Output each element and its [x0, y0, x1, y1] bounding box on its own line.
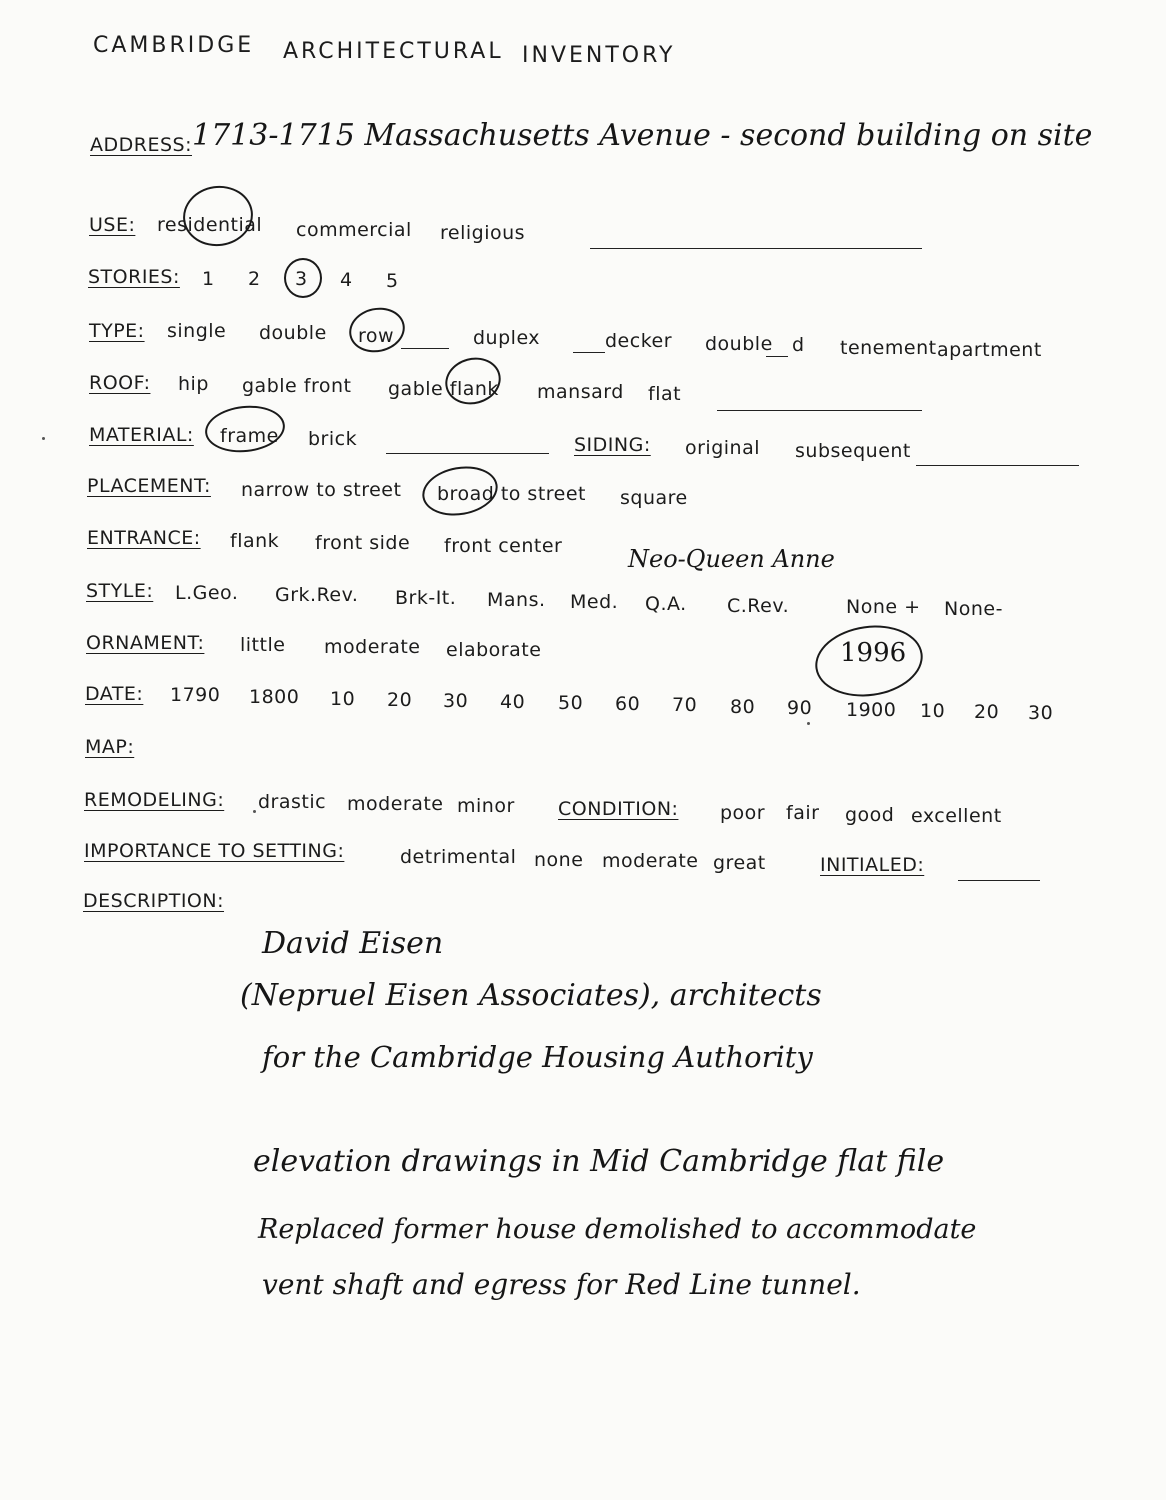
material-option-frame: frame	[220, 425, 279, 447]
description-line-5: Replaced former house demolished to accommodate	[258, 1214, 977, 1245]
stories-label: STORIES:	[88, 266, 180, 288]
description-line-4: elevation drawings in Mid Cambridge flat file	[253, 1144, 945, 1179]
scan-speck	[807, 722, 810, 725]
description-line-1: David Eisen	[262, 926, 444, 961]
type-decker-blank	[573, 352, 605, 353]
type-option-d: d	[792, 334, 805, 356]
stories-option-3: 3	[295, 268, 308, 290]
remodeling-label: REMODELING:	[84, 789, 225, 811]
remodeling-option-drastic: drastic	[258, 791, 327, 813]
roof-option-mansard: mansard	[537, 381, 624, 403]
stories-option-5: 5	[386, 270, 399, 292]
date-option-20: 20	[387, 689, 413, 711]
type-option-decker: decker	[605, 330, 673, 352]
type-double-blank	[766, 356, 788, 357]
scan-speck	[253, 810, 256, 813]
initialed-blank-line	[958, 880, 1040, 881]
initialed-label: INITIALED:	[820, 854, 925, 876]
stories-option-1: 1	[202, 268, 215, 290]
condition-option-poor: poor	[720, 802, 766, 824]
type-option-tenement: tenement	[840, 337, 937, 359]
date-option-30: 30	[443, 690, 469, 712]
date-option-50: 50	[558, 692, 584, 714]
condition-option-fair: fair	[786, 802, 820, 824]
form-title-word-1: CAMBRIDGE	[93, 33, 255, 58]
ornament-label: ORNAMENT:	[86, 632, 205, 654]
type-option-double: double	[259, 322, 327, 344]
stories-option-4: 4	[340, 269, 353, 291]
ornament-option-elaborate: elaborate	[446, 639, 542, 661]
style-option-brkit: Brk-It.	[395, 587, 457, 609]
remodeling-option-moderate: moderate	[347, 793, 444, 815]
importance-option-detrimental: detrimental	[400, 846, 517, 868]
description-label: DESCRIPTION:	[83, 890, 225, 912]
residential-circle-mark	[179, 181, 257, 250]
address-label: ADDRESS:	[90, 134, 192, 156]
style-option-med: Med.	[570, 591, 619, 613]
address-value: 1713-1715 Massachusetts Avenue - second building on site	[192, 118, 1093, 153]
date-option-1800: 1800	[249, 686, 300, 708]
type-option-row: row	[358, 325, 395, 347]
description-line-6: vent shaft and egress for Red Line tunnel.	[262, 1268, 861, 1301]
roof-option-gable-flank: gable flank	[388, 378, 499, 400]
entrance-option-flank: flank	[230, 530, 280, 552]
stories-option-2: 2	[248, 268, 261, 290]
flank-circle-mark	[440, 352, 506, 411]
date-option-40: 40	[500, 691, 526, 713]
date-option-1910: 10	[920, 700, 946, 722]
entrance-label: ENTRANCE:	[87, 527, 201, 549]
frame-circle-mark	[203, 402, 287, 456]
importance-label: IMPORTANCE TO SETTING:	[84, 840, 345, 862]
style-option-none-minus: None-	[944, 598, 1003, 620]
roof-blank-line	[717, 410, 922, 411]
roof-option-gable-front: gable front	[242, 375, 352, 397]
entrance-option-front-center: front center	[444, 535, 563, 557]
ornament-option-little: little	[240, 634, 286, 656]
importance-option-none: none	[534, 849, 584, 871]
scan-speck	[42, 437, 45, 440]
importance-option-moderate: moderate	[602, 850, 699, 872]
date-option-10: 10	[330, 688, 356, 710]
material-label: MATERIAL:	[89, 424, 194, 446]
placement-option-broad: broad to street	[437, 483, 587, 505]
date-label: DATE:	[85, 683, 144, 705]
use-label: USE:	[89, 214, 136, 236]
date-option-80: 80	[730, 696, 756, 718]
style-label: STYLE:	[86, 580, 154, 602]
type-row-blank	[401, 348, 449, 349]
condition-option-excellent: excellent	[911, 805, 1002, 827]
siding-option-subsequent: subsequent	[795, 440, 911, 462]
form-title-word-2: ARCHITECTURAL	[283, 39, 504, 64]
form-title-word-3: INVENTORY	[522, 43, 676, 68]
stories-3-circle-mark	[284, 258, 322, 298]
siding-blank-line	[916, 465, 1079, 466]
date-option-1900: 1900	[846, 699, 897, 721]
condition-option-good: good	[845, 804, 895, 826]
style-option-grkrev: Grk.Rev.	[275, 584, 359, 606]
type-option-apartment: apartment	[937, 339, 1042, 361]
roof-option-hip: hip	[178, 373, 209, 395]
style-option-none-plus: None +	[846, 596, 921, 618]
description-line-2: (Nepruel Eisen Associates), architects	[240, 978, 822, 1013]
style-option-crev: C.Rev.	[727, 595, 790, 617]
type-label: TYPE:	[89, 320, 145, 342]
siding-option-original: original	[685, 437, 761, 459]
type-option-double-decker: double	[705, 333, 773, 355]
siding-label: SIDING:	[574, 434, 651, 456]
roof-option-flat: flat	[648, 383, 682, 405]
map-label: MAP:	[85, 736, 135, 758]
placement-option-narrow: narrow to street	[241, 479, 402, 501]
entrance-option-front-side: front side	[315, 532, 411, 554]
type-option-duplex: duplex	[473, 327, 541, 349]
material-blank-line	[386, 453, 549, 454]
placement-label: PLACEMENT:	[87, 475, 211, 497]
placement-option-square: square	[620, 487, 688, 509]
use-blank-line	[590, 248, 922, 249]
date-handwritten-year: 1996	[840, 638, 907, 668]
material-option-brick: brick	[308, 428, 358, 450]
condition-label: CONDITION:	[558, 798, 679, 820]
style-handwritten-note: Neo-Queen Anne	[628, 545, 835, 573]
remodeling-option-minor: minor	[457, 795, 515, 817]
use-option-religious: religious	[440, 222, 526, 244]
date-option-1920: 20	[974, 701, 1000, 723]
importance-option-great: great	[713, 852, 766, 874]
date-option-1930: 30	[1028, 702, 1054, 724]
row-circle-mark	[345, 303, 409, 358]
style-option-mans: Mans.	[487, 589, 546, 611]
use-option-residential: residential	[157, 214, 263, 236]
broad-circle-mark	[418, 461, 501, 521]
date-option-1790: 1790	[170, 684, 221, 706]
date-option-90: 90	[787, 697, 813, 719]
roof-label: ROOF:	[89, 372, 151, 394]
date-option-60: 60	[615, 693, 641, 715]
date-option-70: 70	[672, 694, 698, 716]
use-option-commercial: commercial	[296, 219, 412, 241]
ornament-option-moderate: moderate	[324, 636, 421, 658]
type-option-single: single	[167, 320, 227, 342]
style-option-qa: Q.A.	[645, 593, 687, 615]
style-option-lgeo: L.Geo.	[175, 582, 239, 604]
description-line-3: for the Cambridge Housing Authority	[262, 1040, 813, 1074]
